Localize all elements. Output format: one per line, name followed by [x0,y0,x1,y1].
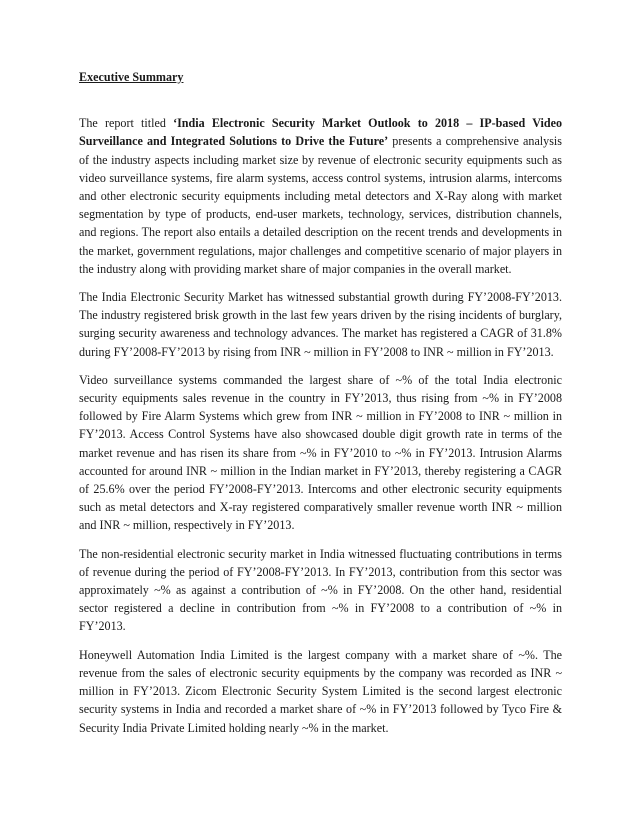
report-intro-text: The report titled [79,116,174,131]
paragraph-product-segments: Video surveillance systems commanded the largest share of ~% of the total India electronic security equipments sales revenue in the country in FY’2013, thus rising from ~% in FY’2008 followed by Fire Alarm Systems which grew from INR ~ million in FY’2008 to INR ~ million in FY’2013. Access Control Systems have also showcased double digit growth rate in terms of the market revenue and has risen its share from ~% in FY’2010 to ~% in FY’2013. Intrusion Alarms accounted for around INR ~ million in the Indian market in FY’2013, thereby registering a CAGR of 25.6% over the period FY’2008-FY’2013. Intercoms and other electronic security equipments such as metal detectors and X-ray registered comparatively smaller revenue worth INR ~ million and INR ~ million, respectively in FY’2013. [79,372,562,533]
report-title: ‘India Electronic Security Market Outlook to 2018 – IP-based Video Surveillance and Integrated Solutions to Drive the Future’ [79,116,562,149]
paragraph-competition: Honeywell Automation India Limited is the largest company with a market share of ~%. The revenue from the sales of electronic security equipments by the company was recorded as INR ~ million in FY’2013. Zicom Electronic Security System Limited is the second largest electronic security systems in India and recorded a market share of ~% in FY’2013 followed by Tyco Fire & Security India Private Limited holding nearly ~% in the market. [79,647,562,735]
paragraph-market-growth: The India Electronic Security Market has witnessed substantial growth during FY’2008-FY’2013. The industry registered brisk growth in the last few years driven by the rising incidents of burglary, surging security awareness and technology advances. The market has registered a CAGR of 31.8% during FY’2008-FY’2013 by rising from INR ~ million in FY’2008 to INR ~ million in FY’2013. [79,290,562,359]
paragraph-report-overview [79,114,562,278]
paragraph-end-user-markets: The non-residential electronic security market in India witnessed fluctuating contributions in terms of revenue during the period of FY’2008-FY’2013. In FY’2013, contribution from this sector was approximately ~% as against a contribution of ~% in FY’2008. On the other hand, residential sector registered a decline in contribution from ~% in FY’2008 to a contribution of ~% in FY’2013. [79,546,562,634]
section-heading: Executive Summary [79,70,184,84]
report-description-text: presents a comprehensive analysis of the industry aspects including market size by revenue of electronic security equipments such as video surveillance systems, fire alarm systems, access control systems, intrusion alarms, intercoms and other electronic security equipments including metal detectors and X-Ray along with market segmentation by type of products, end-user markets, technology, services, distribution channels, and regions. The report also entails a detailed description on the recent trends and developments in the market, government regulations, major challenges and competitive scenario of major players in the industry along with providing market share of major companies in the overall market. [79,134,562,276]
document-page [79,68,562,747]
